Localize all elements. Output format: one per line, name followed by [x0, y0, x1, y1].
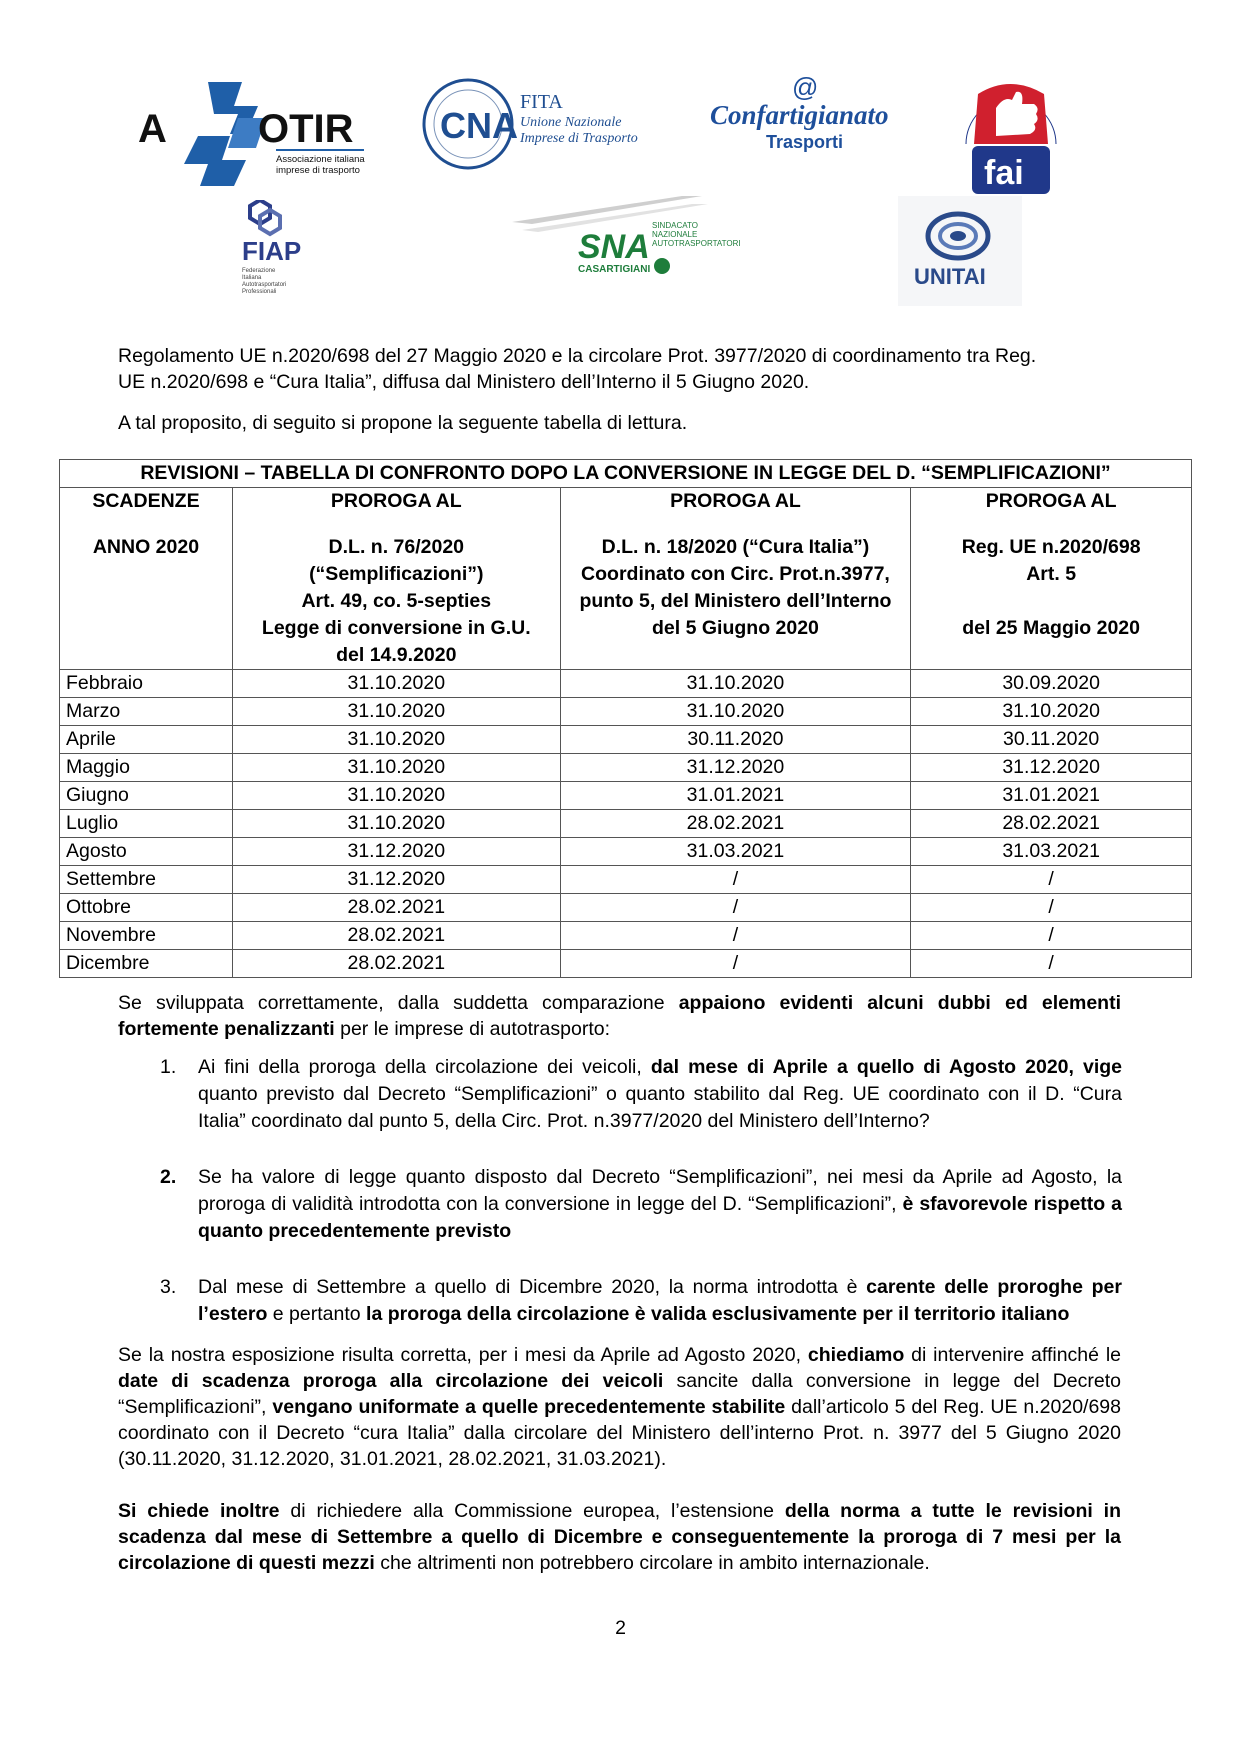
- sna-casartigiani-logo: [512, 196, 752, 284]
- cell-cura-italia: /: [560, 894, 911, 922]
- cell-month: Novembre: [60, 922, 233, 950]
- cell-semplificazioni: 31.10.2020: [232, 810, 560, 838]
- cell-reg-ue: 31.10.2020: [911, 698, 1192, 726]
- cell-month: Maggio: [60, 754, 233, 782]
- cell-month: Febbraio: [60, 670, 233, 698]
- svg-text:AUTOTRASPORTATORI: AUTOTRASPORTATORI: [652, 239, 741, 248]
- cell-month: Giugno: [60, 782, 233, 810]
- table-row: [60, 894, 1192, 922]
- list-number-1: 1.: [160, 1056, 177, 1078]
- cell-reg-ue: 31.12.2020: [911, 754, 1192, 782]
- svg-text:Confartigianato: Confartigianato: [710, 100, 889, 130]
- svg-text:FITA: FITA: [520, 91, 563, 113]
- cell-reg-ue: 31.01.2021: [911, 782, 1192, 810]
- cell-month: Marzo: [60, 698, 233, 726]
- cell-reg-ue: 31.03.2021: [911, 838, 1192, 866]
- cell-semplificazioni: 31.10.2020: [232, 754, 560, 782]
- fiap-logo: [238, 200, 334, 300]
- cell-month: Ottobre: [60, 894, 233, 922]
- table-title: REVISIONI – TABELLA DI CONFRONTO DOPO LA CONVERSIONE IN LEGGE DEL D. “SEMPLIFICAZIONI”: [60, 460, 1192, 488]
- assotir-logo: [138, 78, 370, 190]
- cell-cura-italia: 31.10.2020: [560, 670, 911, 698]
- svg-text:Imprese di Trasporto: Imprese di Trasporto: [520, 131, 638, 146]
- svg-text:Professionali: Professionali: [242, 289, 277, 295]
- cell-cura-italia: 31.12.2020: [560, 754, 911, 782]
- unitai-logo: [898, 196, 1022, 306]
- svg-text:Associazione italiana: Associazione italiana: [276, 154, 365, 165]
- cell-reg-ue: /: [911, 866, 1192, 894]
- cell-semplificazioni: 28.02.2021: [232, 950, 560, 978]
- table-row: [60, 838, 1192, 866]
- table-row: [60, 950, 1192, 978]
- cell-semplificazioni: 31.10.2020: [232, 726, 560, 754]
- table-row: [60, 922, 1192, 950]
- cell-month: Dicembre: [60, 950, 233, 978]
- svg-text:UNITAI: UNITAI: [914, 264, 986, 289]
- cna-fita-logo: [420, 76, 660, 176]
- intro-paragraph: [118, 343, 1121, 395]
- cell-cura-italia: /: [560, 866, 911, 894]
- list-item-3: Dal mese di Settembre a quello di Dicembre 2020, la norma introdotta è carente delle proroghe per l’estero e pertanto la proroga della circolazione è valida esclusivamente per il territorio italiano: [198, 1276, 1122, 1325]
- fai-logo: [958, 74, 1064, 198]
- svg-text:Autotrasportatori: Autotrasportatori: [242, 282, 287, 288]
- cell-month: Aprile: [60, 726, 233, 754]
- svg-text:A: A: [138, 107, 167, 151]
- svg-text:SINDACATO: SINDACATO: [652, 221, 698, 230]
- revisioni-table: [59, 459, 1192, 978]
- svg-text:FIAP: FIAP: [242, 236, 302, 266]
- cell-reg-ue: 30.09.2020: [911, 670, 1192, 698]
- cell-month: Agosto: [60, 838, 233, 866]
- header-cura-italia: PROROGA AL D.L. n. 18/2020 (“Cura Italia”) Coordinato con Circ. Prot.n.3977, punto 5, del Ministero dell’Interno del 5 Giugno 2020: [560, 488, 911, 670]
- table-row: [60, 726, 1192, 754]
- header-scadenze: SCADENZE ANNO 2020: [60, 488, 233, 670]
- cell-reg-ue: /: [911, 922, 1192, 950]
- cell-cura-italia: 31.01.2021: [560, 782, 911, 810]
- svg-text:@: @: [792, 72, 819, 102]
- cell-semplificazioni: 31.10.2020: [232, 670, 560, 698]
- cell-month: Settembre: [60, 866, 233, 894]
- table-row: [60, 670, 1192, 698]
- list-item-2: Se ha valore di legge quanto disposto dal Decreto “Semplificazioni”, nei mesi da Aprile ad Agosto, la proroga di validità introdotta con la conversione in legge del D. “Semplificazioni”, è sfavorevole rispetto a quanto precedentemente previsto: [198, 1166, 1122, 1242]
- cell-month: Luglio: [60, 810, 233, 838]
- svg-text:CNA: CNA: [440, 105, 518, 146]
- cell-semplificazioni: 31.10.2020: [232, 782, 560, 810]
- svg-text:imprese di trasporto: imprese di trasporto: [276, 165, 360, 176]
- cell-semplificazioni: 28.02.2021: [232, 922, 560, 950]
- cell-semplificazioni: 28.02.2021: [232, 894, 560, 922]
- svg-text:Unione Nazionale: Unione Nazionale: [520, 115, 622, 130]
- cell-cura-italia: 31.10.2020: [560, 698, 911, 726]
- intro-line-2: UE n.2020/698 e “Cura Italia”, diffusa dal Ministero dell’Interno il 5 Giugno 2020.: [118, 371, 810, 393]
- intro-line-1: Regolamento UE n.2020/698 del 27 Maggio 2020 e la circolare Prot. 3977/2020 di coordinamento tra Reg.: [118, 345, 1037, 367]
- svg-text:Trasporti: Trasporti: [766, 132, 844, 152]
- header-semplificazioni: PROROGA AL D.L. n. 76/2020 (“Semplificazioni”) Art. 49, co. 5-septies Legge di conversione in G.U. del 14.9.2020: [232, 488, 560, 670]
- table-header-row: [60, 488, 1192, 670]
- svg-text:Federazione: Federazione: [242, 268, 276, 274]
- request-paragraph: Se la nostra esposizione risulta corretta, per i mesi da Aprile ad Agosto 2020, chiediamo di intervenire affinché le date di scadenza proroga alla circolazione dei veicoli sancite dalla conversione in legge del Decreto “Semplificazioni”, vengano uniformate a quelle precedentemente stabilite dall’articolo 5 del Reg. UE n.2020/698 coordinato con il Decreto “cura Italia” dalla circolare del Ministero dell’interno Prot. n. 3977 del 5 Giugno 2020 (30.11.2020, 31.12.2020, 31.01.2021, 28.02.2021, 31.03.2021).: [118, 1344, 1122, 1470]
- cell-reg-ue: 30.11.2020: [911, 726, 1192, 754]
- confartigianato-logo: [708, 72, 904, 164]
- commission-paragraph: Si chiede inoltre di richiedere alla Commissione europea, l’estensione della norma a tutte le revisioni in scadenza dal mese di Settembre a quello di Dicembre e conseguentemente la proroga di 7 mesi per la circolazione di questi mezzi che altrimenti non potrebbero circolare in ambito internazionale.: [118, 1500, 1121, 1574]
- table-row: [60, 698, 1192, 726]
- cell-semplificazioni: 31.12.2020: [232, 866, 560, 894]
- cell-cura-italia: 30.11.2020: [560, 726, 911, 754]
- cell-cura-italia: 31.03.2021: [560, 838, 911, 866]
- list-item-1: Ai fini della proroga della circolazione dei veicoli, dal mese di Aprile a quello di Agosto 2020, vige quanto previsto dal Decreto “Semplificazioni” o quanto stabilito dal Reg. UE coordinato con il D. “Cura Italia” coordinato dal punto 5, della Circ. Prot. n.3977/2020 del Ministero dell’Interno?: [198, 1056, 1123, 1132]
- cell-semplificazioni: 31.12.2020: [232, 838, 560, 866]
- cell-reg-ue: 28.02.2021: [911, 810, 1192, 838]
- cell-reg-ue: /: [911, 950, 1192, 978]
- cell-cura-italia: /: [560, 950, 911, 978]
- svg-text:fai: fai: [984, 154, 1024, 192]
- list-number-2: 2.: [160, 1166, 177, 1188]
- cell-reg-ue: /: [911, 894, 1192, 922]
- svg-text:Italiana: Italiana: [242, 275, 262, 281]
- table-row: [60, 810, 1192, 838]
- cell-semplificazioni: 31.10.2020: [232, 698, 560, 726]
- svg-text:NAZIONALE: NAZIONALE: [652, 230, 698, 239]
- cell-cura-italia: 28.02.2021: [560, 810, 911, 838]
- table-row: [60, 866, 1192, 894]
- intro-line-3: A tal proposito, di seguito si propone la seguente tabella di lettura.: [118, 412, 688, 434]
- table-title-row: [60, 460, 1192, 488]
- cell-cura-italia: /: [560, 922, 911, 950]
- list-number-3: 3.: [160, 1276, 177, 1298]
- page-number: 2: [615, 1617, 626, 1639]
- header-reg-ue: PROROGA AL Reg. UE n.2020/698 Art. 5 del 25 Maggio 2020: [911, 488, 1192, 670]
- table-row: [60, 754, 1192, 782]
- svg-text:CASARTIGIANI: CASARTIGIANI: [578, 264, 651, 275]
- svg-text:SNA: SNA: [578, 228, 650, 266]
- comparison-paragraph: Se sviluppata correttamente, dalla suddetta comparazione appaiono evidenti alcuni dubbi ed elementi fortemente penalizzanti per le imprese di autotrasporto:: [118, 992, 1121, 1040]
- table-row: [60, 782, 1192, 810]
- assotir-wordmark: OTIR: [258, 107, 354, 151]
